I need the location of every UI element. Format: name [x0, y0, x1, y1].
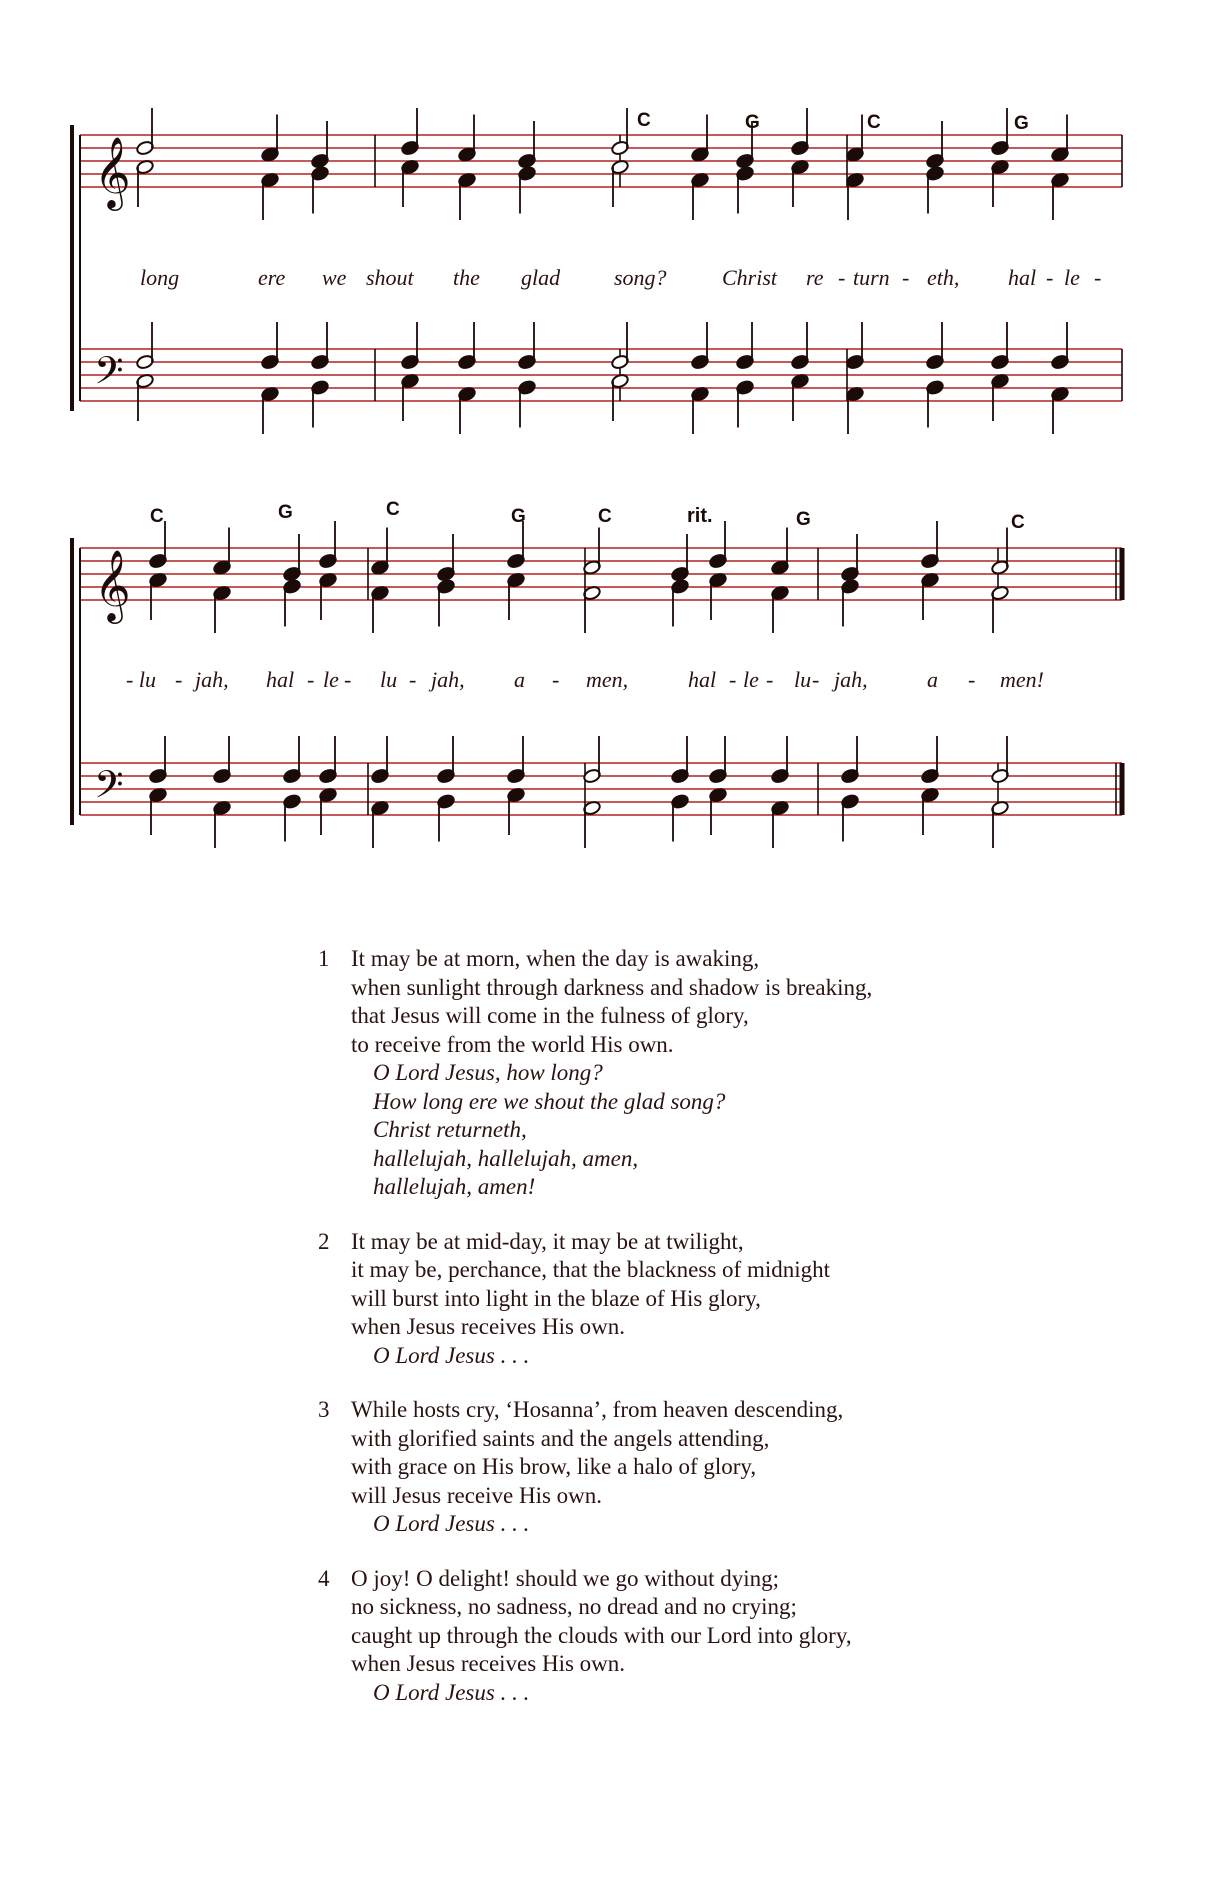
verse-line: will burst into light in the blaze of His glory, [351, 1285, 761, 1311]
verse-line: with glorified saints and the angels attending, [351, 1425, 770, 1451]
lyric-syllable: eth, [927, 265, 960, 290]
chord-symbol: C [867, 112, 881, 133]
chord-symbol: G [796, 509, 811, 530]
lyric-syllable: men, [586, 667, 629, 692]
notation [94, 108, 1069, 848]
chord-symbol: G [1014, 113, 1029, 134]
verse-line: O joy! O delight! should we go without dying; [351, 1565, 780, 1591]
verse-number: 4 [318, 1565, 330, 1591]
lyric-syllable: - [838, 265, 846, 290]
refrain-line: hallelujah, hallelujah, amen, [373, 1145, 639, 1171]
lyric-syllable: - [175, 667, 183, 692]
lyric-syllable: shout [366, 265, 414, 290]
lyric-syllable: glad [521, 265, 561, 290]
lyric-syllable: a [927, 667, 938, 692]
verse-number: 1 [318, 946, 330, 971]
chord-symbol: G [278, 502, 293, 523]
lyric-syllable: - [552, 667, 560, 692]
tempo-marking: rit. [687, 505, 713, 527]
lyric-syllable: le [743, 667, 759, 692]
lyric-syllable: Christ [722, 265, 778, 290]
lyric-syllable: jah, [834, 667, 868, 692]
verse-line: when sunlight through darkness and shadow is breaking, [351, 974, 873, 1000]
lyric-syllable: lu [380, 667, 398, 692]
refrain-line: O Lord Jesus . . . [373, 1342, 530, 1368]
lyric-syllable: - [1094, 265, 1102, 290]
verse-2 [318, 1228, 1118, 1371]
verse-1 [318, 945, 1118, 1202]
lyric-syllable: turn [853, 265, 890, 290]
refrain-line: How long ere we shout the glad song? [373, 1088, 726, 1114]
refrain-line: O Lord Jesus . . . [373, 1679, 530, 1705]
verse-line: with grace on His brow, like a halo of glory, [351, 1454, 757, 1479]
refrain-line: O Lord Jesus . . . [373, 1511, 530, 1536]
lyric-syllable: - [766, 667, 774, 692]
verse-line: caught up through the clouds with our Lord into glory, [351, 1622, 852, 1648]
lyric-syllable: - [344, 667, 352, 692]
chord-symbol: C [598, 506, 612, 527]
verse-line: when Jesus receives His own. [351, 1651, 626, 1676]
lyric-syllable: hal [688, 667, 717, 692]
lyric-syllable: hal [1008, 265, 1037, 290]
lyric-syllable: jah, [431, 667, 465, 692]
chord-symbol: C [150, 506, 164, 527]
verse-3 [318, 1396, 1118, 1539]
lyric-syllable: ere [258, 265, 286, 290]
lyric-syllable: - [307, 667, 315, 692]
music-score [0, 0, 1217, 860]
bass-clef-icon: 𝄢 [94, 348, 124, 402]
lyric-syllable: long [140, 265, 180, 290]
verse-number: 2 [318, 1228, 330, 1254]
verses [318, 945, 1118, 1733]
bass-clef-icon: 𝄢 [94, 762, 124, 816]
lyric-syllable: men! [1000, 667, 1044, 692]
lyric-syllable: - [968, 667, 976, 692]
verse-line: will Jesus receive His own. [351, 1482, 603, 1508]
verse-number: 3 [318, 1397, 330, 1422]
refrain-line: Christ returneth, [373, 1117, 527, 1142]
lyric-syllable: we [322, 265, 347, 290]
lyric-syllable: le [1064, 265, 1080, 290]
verse-line: It may be at mid-day, it may be at twilight, [351, 1228, 744, 1254]
lyric-syllable: the [453, 265, 480, 290]
lyric-syllable: jah, [195, 667, 229, 692]
refrain-line: hallelujah, amen! [373, 1174, 536, 1199]
verse-line: it may be, perchance, that the blackness of midnight [351, 1257, 831, 1282]
chord-symbol: G [745, 112, 760, 133]
lyric-syllable: - [902, 265, 910, 290]
lyric-syllable: lu [794, 667, 812, 692]
lyric-syllable: - [409, 667, 417, 692]
lyric-syllable: hal [266, 667, 295, 692]
verse-line: While hosts cry, ‘Hosanna’, from heaven descending, [351, 1397, 844, 1422]
verse-line: to receive from the world His own. [351, 1031, 674, 1057]
lyric-syllable: a [514, 667, 525, 692]
refrain-line: O Lord Jesus, how long? [373, 1060, 603, 1085]
verse-line: that Jesus will come in the fulness of glory, [351, 1003, 749, 1028]
treble-clef-icon: 𝄞 [94, 548, 131, 621]
lyric-syllable: le [323, 667, 339, 692]
chord-symbol: G [511, 506, 526, 527]
lyric-syllable: re [806, 265, 824, 290]
verse-line: It may be at morn, when the day is awaking, [351, 946, 760, 971]
lyric-syllable: - lu [126, 667, 156, 692]
verse-4 [318, 1565, 1118, 1708]
verse-line: when Jesus receives His own. [351, 1314, 626, 1339]
staff-lines [72, 125, 1122, 825]
lyric-syllable: song? [614, 265, 667, 290]
chord-symbol: C [1011, 512, 1025, 533]
chord-symbol: C [386, 499, 400, 520]
lyric-syllable: - [729, 667, 737, 692]
treble-clef-icon: 𝄞 [94, 135, 131, 208]
lyric-syllable: - [1046, 265, 1054, 290]
lyric-syllable: - [812, 667, 820, 692]
verse-line: no sickness, no sadness, no dread and no crying; [351, 1594, 797, 1619]
chord-symbol: C [637, 110, 651, 131]
